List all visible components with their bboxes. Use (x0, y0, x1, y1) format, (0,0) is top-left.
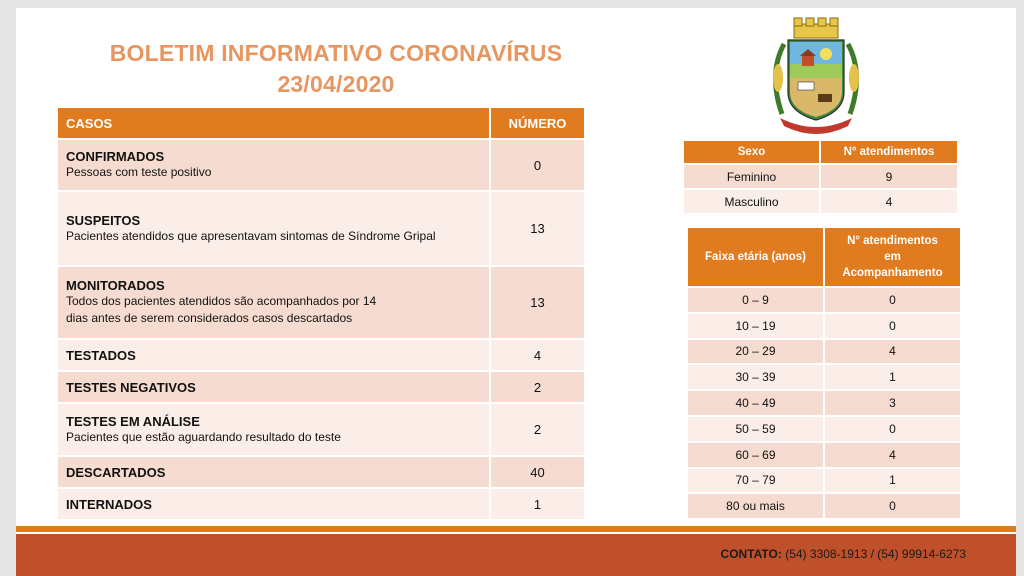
table-row (688, 494, 960, 518)
row-label: MONITORADOS (66, 278, 165, 293)
row-label: DESCARTADOS (66, 464, 166, 480)
table-row (688, 288, 960, 312)
cases-table-header (58, 108, 584, 138)
row-label: CONFIRMADOS (66, 149, 165, 164)
row-value: 40 (489, 457, 584, 487)
table-row (58, 372, 584, 402)
row-value: 3 (823, 391, 960, 415)
row-value: 2 (489, 404, 584, 455)
table-row (58, 140, 584, 190)
row-value: 2 (489, 372, 584, 402)
row-label: TESTADOS (66, 347, 136, 363)
row-label: 70 – 79 (688, 469, 823, 493)
header-casos: CASOS (58, 108, 489, 138)
row-value: 1 (823, 365, 960, 389)
header-atendimentos-acompanhamento (823, 228, 960, 286)
row-value: 13 (489, 192, 584, 265)
table-row (688, 443, 960, 467)
table-row (688, 365, 960, 389)
row-desc: Todos dos pacientes atendidos são acompanhados por 14 dias antes de serem considerados casos descartados (66, 294, 377, 325)
row-value: 0 (823, 494, 960, 518)
table-row (58, 192, 584, 265)
header-numero: NÚMERO (489, 108, 584, 138)
table-row (684, 190, 957, 213)
table-row (688, 340, 960, 364)
row-desc: Pessoas com teste positivo (66, 165, 212, 179)
row-label: INTERNADOS (66, 496, 152, 512)
row-label: 80 ou mais (688, 494, 823, 518)
table-row (58, 340, 584, 370)
row-value: 4 (823, 340, 960, 364)
row-value: 0 (823, 417, 960, 441)
row-value: 4 (489, 340, 584, 370)
footer-bar (16, 534, 1016, 576)
table-row (58, 267, 584, 338)
row-label: TESTES EM ANÁLISE (66, 413, 200, 429)
row-label: 30 – 39 (688, 365, 823, 389)
row-label: 10 – 19 (688, 314, 823, 338)
contact-label: CONTATO: (720, 547, 782, 561)
table-row (688, 314, 960, 338)
header-line-1: N° atendimentos (847, 235, 938, 247)
contact-info (721, 547, 966, 561)
table-row (58, 489, 584, 519)
row-value: 9 (819, 165, 957, 188)
footer-divider (16, 526, 1016, 532)
row-label: 20 – 29 (688, 340, 823, 364)
row-label: Feminino (684, 165, 819, 188)
cases-table (58, 106, 584, 521)
row-value: 0 (823, 314, 960, 338)
table-row (684, 165, 957, 188)
row-label: TESTES NEGATIVOS (66, 379, 196, 395)
sexo-table (684, 139, 957, 215)
page-title (16, 38, 656, 100)
header-atendimentos: N° atendimentos (819, 141, 957, 163)
row-label: 40 – 49 (688, 391, 823, 415)
row-value: 13 (489, 267, 584, 338)
row-label: 60 – 69 (688, 443, 823, 467)
row-label: 0 – 9 (688, 288, 823, 312)
row-value: 4 (823, 443, 960, 467)
faixa-etaria-table (688, 226, 960, 520)
row-desc: Pacientes que estão aguardando resultado do teste (66, 429, 341, 444)
slide (16, 8, 1016, 576)
sexo-table-header (684, 141, 957, 163)
header-faixa-etaria: Faixa etária (anos) (688, 228, 823, 286)
row-value: 1 (823, 469, 960, 493)
contact-phones: (54) 3308-1913 / (54) 99914-6273 (781, 547, 966, 561)
table-row (58, 457, 584, 487)
row-label: 50 – 59 (688, 417, 823, 441)
table-row (688, 469, 960, 493)
header-line-2: em (884, 251, 901, 263)
title-line-2: 23/04/2020 (277, 71, 395, 97)
row-value: 1 (489, 489, 584, 519)
table-row (688, 417, 960, 441)
table-row (688, 391, 960, 415)
header-line-3: Acompanhamento (842, 267, 943, 279)
row-label: Masculino (684, 190, 819, 213)
title-line-1: BOLETIM INFORMATIVO CORONAVÍRUS (109, 40, 563, 66)
row-value: 0 (489, 140, 584, 190)
table-row (58, 404, 584, 455)
municipal-coat-of-arms-icon (754, 14, 878, 136)
row-desc: Pacientes atendidos que apresentavam sintomas de Síndrome Gripal (66, 228, 436, 243)
row-value: 4 (819, 190, 957, 213)
header-sexo: Sexo (684, 141, 819, 163)
row-value: 0 (823, 288, 960, 312)
row-label: SUSPEITOS (66, 212, 141, 228)
faixa-table-header (688, 228, 960, 286)
